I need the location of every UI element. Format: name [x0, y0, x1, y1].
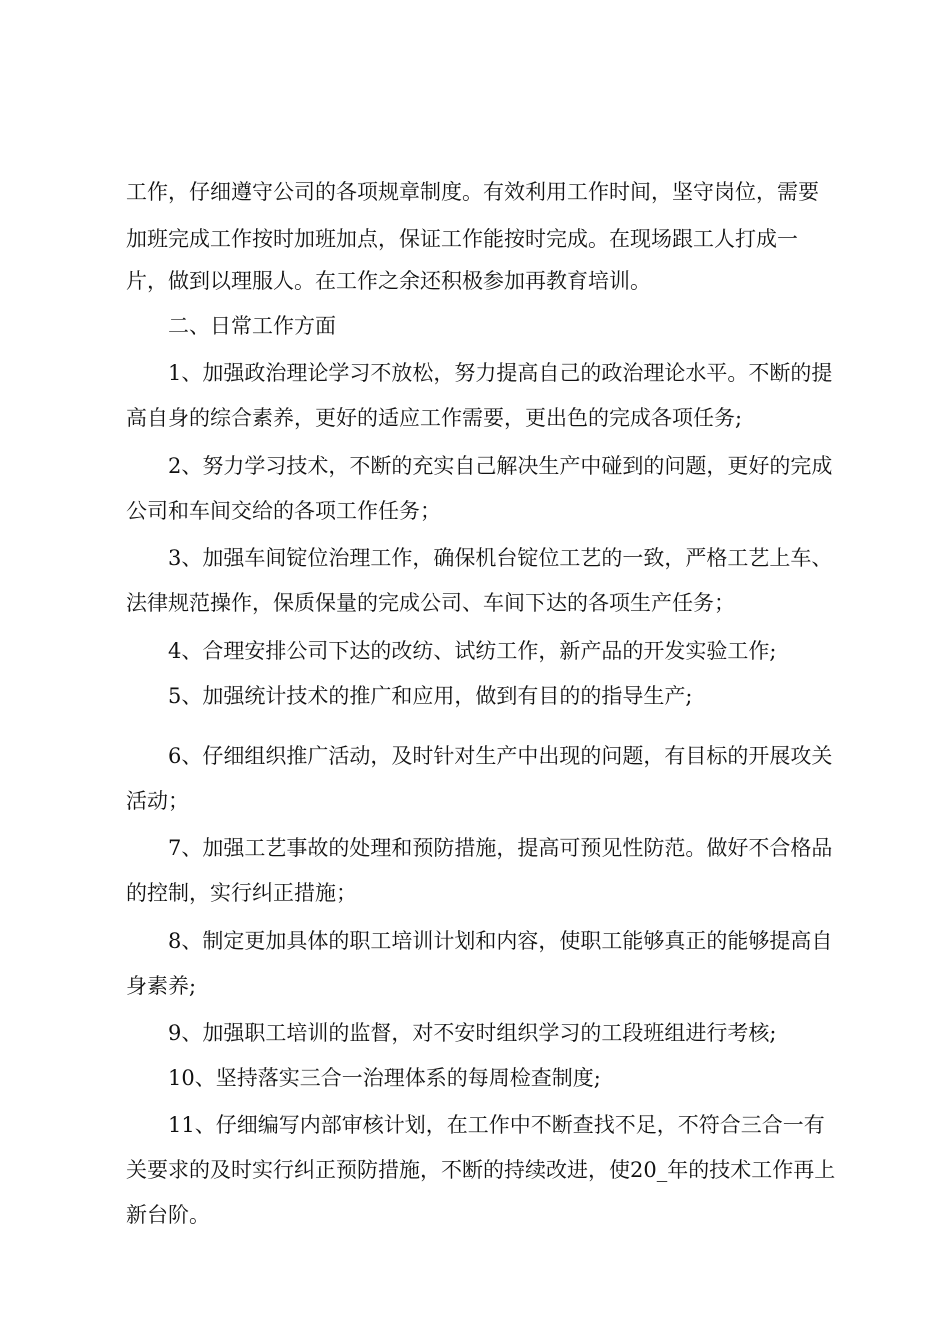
list-item-3-line: 3、加强车间锭位治理工作，确保机台锭位工艺的一致，严格工艺上车、	[168, 546, 833, 570]
list-item-3-line: 法律规范操作，保质保量的完成公司、车间下达的各项生产任务；	[126, 591, 735, 615]
list-item-7-line: 7、加强工艺事故的处理和预防措施，提高可预见性防范。做好不合格品	[168, 836, 833, 860]
list-item-8-line: 身素养;	[126, 974, 197, 998]
list-item-11-line: 11、仔细编写内部审核计划，在工作中不断查找不足，不符合三合一有	[168, 1113, 825, 1137]
list-item-9-line: 9、加强职工培训的监督，对不安时组织学习的工段班组进行考核;	[168, 1021, 777, 1045]
list-item-2-line: 2、努力学习技术，不断的充实自己解决生产中碰到的问题，更好的完成	[168, 454, 833, 478]
list-item-4-line: 4、合理安排公司下达的改纺、试纺工作，新产品的开发实验工作;	[168, 639, 777, 663]
paragraph-line: 加班完成工作按时加班加点，保证工作能按时完成。在现场跟工人打成一	[126, 227, 798, 251]
list-item-1-line: 1、加强政治理论学习不放松，努力提高自己的政治理论水平。不断的提	[168, 361, 833, 385]
list-item-2-line: 公司和车间交给的各项工作任务；	[126, 499, 441, 523]
list-item-1-line: 高自身的综合素养，更好的适应工作需要，更出色的完成各项任务;	[126, 406, 743, 430]
list-item-6-line: 活动；	[126, 789, 189, 813]
list-item-10-line: 10、坚持落实三合一治理体系的每周检查制度;	[168, 1066, 601, 1090]
list-item-11-line: 关要求的及时实行纠正预防措施，不断的持续改进，使20_年的技术工作再上	[126, 1158, 836, 1182]
list-item-7-line: 的控制，实行纠正措施；	[126, 881, 357, 905]
section-heading: 二、日常工作方面	[168, 314, 336, 338]
list-item-11-line: 新台阶。	[126, 1203, 210, 1227]
list-item-5-line: 5、加强统计技术的推广和应用，做到有目的的指导生产;	[168, 684, 693, 708]
paragraph-line: 片，做到以理服人。在工作之余还积极参加再教育培训。	[126, 269, 651, 293]
list-item-6-line: 6、仔细组织推广活动，及时针对生产中出现的问题，有目标的开展攻关	[168, 744, 833, 768]
list-item-8-line: 8、制定更加具体的职工培训计划和内容，使职工能够真正的能够提高自	[168, 929, 833, 953]
paragraph-line: 工作，仔细遵守公司的各项规章制度。有效利用工作时间，坚守岗位，需要	[126, 180, 819, 204]
